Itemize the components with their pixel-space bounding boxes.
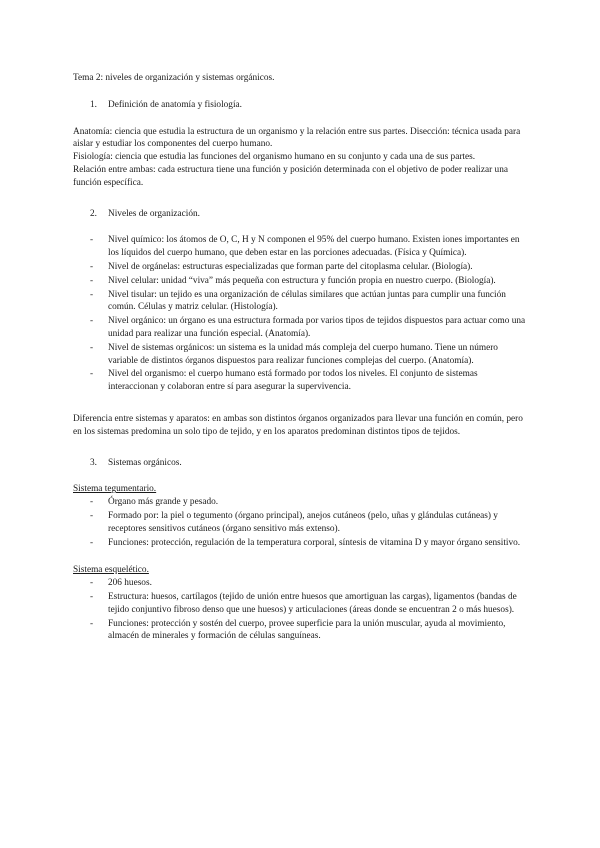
list-item-text: Nivel del organismo: el cuerpo humano está formado por todos los niveles. El conjunto de sistemas interaccionan y colaboran entre sí para asegurar la supervivencia. [108, 369, 478, 393]
subsection-title-skeletal: Sistema esquelético. [73, 565, 149, 576]
topic-title: Tema 2: niveles de organización y sistemas orgánicos. [73, 73, 275, 83]
paragraph-physiology: Fisiología: ciencia que estudia las funciones del organismo humano en su conjunto y cada una de sus partes. [73, 152, 476, 163]
bullet-marker: - [90, 235, 94, 246]
integumentary-list [73, 496, 528, 549]
bullet-marker: - [90, 275, 94, 286]
list-item-text: Funciones: protección y sostén del cuerpo, provee superficie para la unión muscular, ayuda al movimiento, almacén de minerales y formación de células sanguíneas. [108, 618, 506, 642]
list-item-text: 206 huesos. [108, 578, 152, 589]
list-item [73, 275, 528, 288]
section-title: Definición de anatomía y fisiología. [108, 99, 242, 110]
bullet-marker: - [90, 497, 94, 508]
section-3-heading [90, 457, 528, 470]
section-number: 3. [90, 457, 97, 468]
bullet-marker: - [90, 369, 94, 380]
list-item [73, 537, 528, 550]
document-body [73, 72, 528, 644]
list-item [73, 510, 528, 536]
section-title: Sistemas orgánicos. [108, 457, 182, 468]
paragraph-relation: Relación entre ambas: cada estructura tiene una función y posición determinada con el objetivo de poder realizar una función específica. [73, 164, 508, 188]
list-item-text: Nivel orgánico: un órgano es una estructura formada por varios tipos de tejidos dispuestos para actuar como una unidad para realizar una función especial. (Anatomía). [108, 316, 526, 339]
list-item [73, 496, 528, 509]
organization-levels-list [73, 234, 528, 394]
list-item [73, 591, 528, 617]
section-number: 2. [90, 208, 97, 219]
list-item-text: Nivel de orgánelas: estructuras especializadas que forman parte del citoplasma celular. (Biología). [108, 261, 473, 272]
bullet-marker: - [90, 316, 94, 327]
list-item [73, 618, 528, 644]
list-item [73, 577, 528, 590]
paragraph-systems-vs-apparatus: Diferencia entre sistemas y aparatos: en ambas son distintos órganos organizados para llevar una función en común, pero en los sistemas predomina un solo tipo de tejido, y en los aparatos predominan distintos tipos de tejidos. [73, 413, 523, 437]
list-item-text: Nivel tisular: un tejido es una organización de células similares que actúan juntas para cumplir una función común. Células y matriz celular. (Histología). [108, 289, 506, 313]
paragraph-anatomy: Anatomía: ciencia que estudia la estructura de un organismo y la relación entre sus partes. Disección: técnica usada para aislar y estudiar los componentes del cuerpo humano. [73, 126, 521, 150]
bullet-marker: - [90, 342, 94, 353]
bullet-marker: - [90, 578, 94, 589]
bullet-marker: - [90, 591, 94, 602]
list-item-text: Nivel de sistemas orgánicos: un sistema es la unidad más compleja del cuerpo humano. Tiene un número variable de distintos órganos dispuestos para realizar funciones complejas del cuerpo. (Anatomía). [108, 342, 498, 366]
section-1-heading [90, 99, 528, 112]
bullet-marker: - [90, 289, 94, 300]
bullet-marker: - [90, 261, 94, 272]
list-item [73, 315, 528, 341]
bullet-marker: - [90, 618, 94, 629]
list-item-text: Estructura: huesos, cartílagos (tejido de unión entre huesos que amortiguan las cargas), ligamentos (bandas de tejido conjuntivo fibroso denso que une huesos) y articulaciones (áreas donde se encuentran 2 o más huesos). [108, 591, 517, 615]
section-title: Niveles de organización. [108, 208, 200, 219]
list-item-text: Formado por: la piel o tegumento (órgano principal), anejos cutáneos (pelo, uñas y glándulas cutáneas) y receptores sensitivos cutáneos (órgano sensitivo más extenso). [108, 510, 498, 534]
list-item [73, 289, 528, 315]
bullet-marker: - [90, 537, 94, 548]
list-item-text: Nivel celular: unidad “viva” más pequeña con estructura y función propia en nuestro cuerpo. (Biología). [108, 275, 496, 286]
list-item [73, 234, 528, 260]
list-item [73, 261, 528, 274]
list-item [73, 368, 528, 394]
list-item-text: Funciones: protección, regulación de la temperatura corporal, síntesis de vitamina D y mayor órgano sensitivo. [108, 537, 521, 548]
subsection-title-integumentary: Sistema tegumentario. [73, 484, 157, 495]
section-number: 1. [90, 99, 97, 110]
list-item-text: Órgano más grande y pesado. [108, 497, 219, 508]
list-item [73, 342, 528, 368]
section-2-heading [90, 208, 528, 221]
skeletal-list [73, 577, 528, 643]
bullet-marker: - [90, 510, 94, 521]
list-item-text: Nivel químico: los átomos de O, C, H y N componen el 95% del cuerpo humano. Existen iones importantes en los líquidos del cuerpo humano, que deben estar en las porciones adecuadas. (Física y Química). [108, 235, 520, 259]
